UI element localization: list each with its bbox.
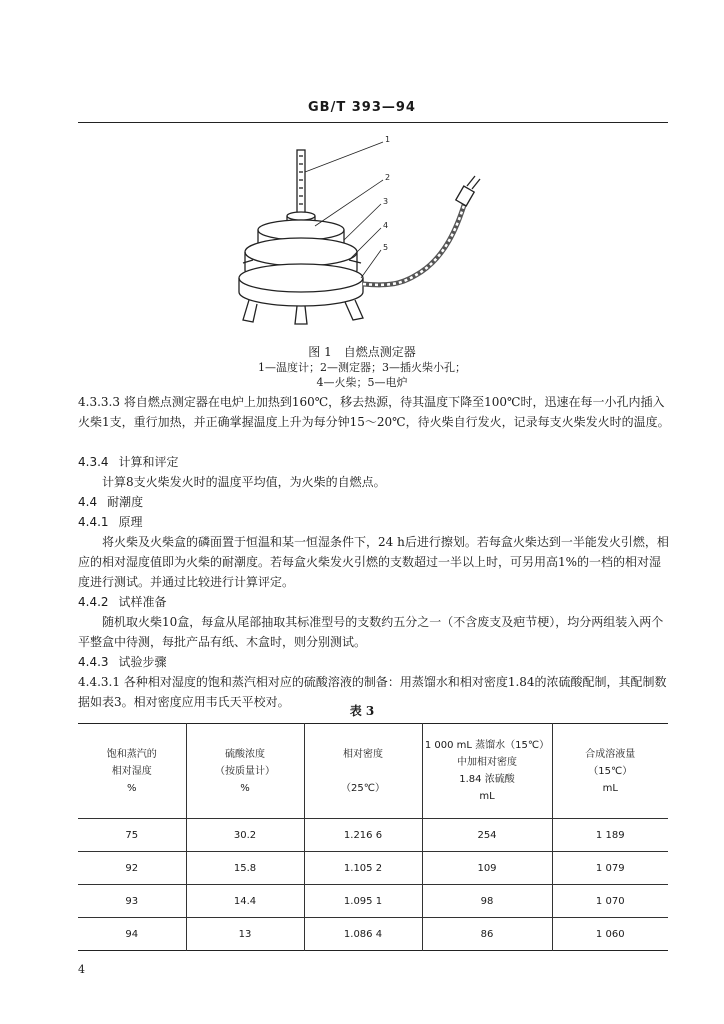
- table-cell: 1.105 2: [304, 852, 422, 885]
- section-title: 耐潮度: [107, 495, 144, 509]
- section-number: 4.3.3.3: [78, 395, 120, 409]
- section-title: 试样准备: [118, 595, 167, 609]
- section-4-4-2-heading: [78, 592, 167, 612]
- table-row: [78, 885, 668, 918]
- callout-3: 3: [383, 197, 389, 206]
- header-sulfuric-concentration: 硫酸浓度 （按质量计） %: [186, 724, 304, 819]
- table-cell: 94: [78, 918, 186, 951]
- table-cell: 30.2: [186, 819, 304, 852]
- table-cell: 92: [78, 852, 186, 885]
- header-acid-volume: 1 000 mL 蒸馏水（15℃） 中加相对密度 1.84 浓硫酸 mL: [422, 724, 552, 819]
- header-relative-density: 相对密度 （25℃）: [304, 724, 422, 819]
- callout-5: 5: [383, 243, 389, 252]
- header-solution-volume: 合成溶液量 （15℃） mL: [552, 724, 668, 819]
- section-text: 将自燃点测定器在电炉上加热到160℃，移去热源，待其温度下降至100℃时，迅速在每一小孔内插入火柴1支，重行加热，并正确掌握温度上升为每分钟15～20℃，待火柴自行发火，记录每支火柴发火时的温度。: [78, 395, 670, 429]
- table-cell: 109: [422, 852, 552, 885]
- section-number: 4.4.3.1: [78, 675, 120, 689]
- table-cell: 1 189: [552, 819, 668, 852]
- section-text: 各种相对湿度的饱和蒸汽相对应的硫酸溶液的制备：用蒸馏水和相对密度1.84的浓硫酸配制，其配制数据如表3。相对密度应用韦氏天平校对。: [78, 675, 667, 709]
- section-number: 4.4.3: [78, 655, 109, 669]
- thermometer: [297, 150, 305, 218]
- header-rule: [78, 122, 668, 123]
- section-4-4-1-text: 将火柴及火柴盒的磷面置于恒温和某一恒湿条件下，24 h后进行擦划。若每盒火柴达到一半能发火引燃，相应的相对湿度值即为火柴的耐潮度。若每盒火柴发火引燃的支数超过一半以上时，可另用高1%的一档的相对湿度进行测试。并通过比较进行计算评定。: [78, 535, 669, 589]
- callout-2: 2: [385, 173, 391, 182]
- section-number: 4.4.2: [78, 595, 109, 609]
- standard-code: GB/T 393—94: [308, 100, 416, 115]
- table-cell: 93: [78, 885, 186, 918]
- table-cell: 1.216 6: [304, 819, 422, 852]
- table-cell: 14.4: [186, 885, 304, 918]
- table-cell: 254: [422, 819, 552, 852]
- table-cell: 1 070: [552, 885, 668, 918]
- table-cell: 86: [422, 918, 552, 951]
- section-4-4-3-heading: [78, 652, 167, 672]
- table-cell: 13: [186, 918, 304, 951]
- table-cell: 1 079: [552, 852, 668, 885]
- section-number: 4.4: [78, 495, 98, 509]
- table-3: [78, 723, 668, 951]
- figure-title: 图 1 自燃点测定器: [308, 345, 416, 359]
- section-title: 原理: [118, 515, 143, 529]
- page-number: 4: [78, 963, 85, 976]
- section-number: 4.4.1: [78, 515, 109, 529]
- section-4-3-4-heading: [78, 452, 179, 472]
- section-title: 计算和评定: [118, 455, 179, 469]
- apparatus-figure: [225, 132, 525, 337]
- table-cell: 1 060: [552, 918, 668, 951]
- table-header-row: [78, 724, 668, 819]
- section-4-3-3-3: [78, 392, 670, 432]
- section-4-3-4-text: 计算8支火柴发火时的温度平均值，为火柴的自燃点。: [102, 475, 386, 489]
- table-row: [78, 918, 668, 951]
- section-number: 4.3.4: [78, 455, 109, 469]
- table-cell: 1.095 1: [304, 885, 422, 918]
- header-relative-humidity: 饱和蒸汽的 相对湿度 %: [78, 724, 186, 819]
- table-cell: 75: [78, 819, 186, 852]
- figure-legend-line1: 1—温度计；2—测定器；3—插火柴小孔；: [258, 361, 466, 374]
- table-cell: 1.086 4: [304, 918, 422, 951]
- table-row: [78, 819, 668, 852]
- table-row: [78, 852, 668, 885]
- table-cell: 15.8: [186, 852, 304, 885]
- callout-4: 4: [383, 221, 389, 230]
- section-title: 试验步骤: [118, 655, 167, 669]
- callout-1: 1: [385, 135, 391, 144]
- table-cell: 98: [422, 885, 552, 918]
- section-4-4-heading: [78, 492, 143, 512]
- table-title: 表 3: [349, 704, 375, 718]
- section-4-4-2-text: 随机取火柴10盒，每盒从尾部抽取其标准型号的支数约五分之一（不含废支及疤节梗），均分两组装入两个平整盒中待测，每批产品有纸、木盒时，则分别测试。: [78, 615, 664, 649]
- figure-legend-line2: 4—火柴；5—电炉: [316, 376, 408, 389]
- section-4-4-1-heading: [78, 512, 143, 532]
